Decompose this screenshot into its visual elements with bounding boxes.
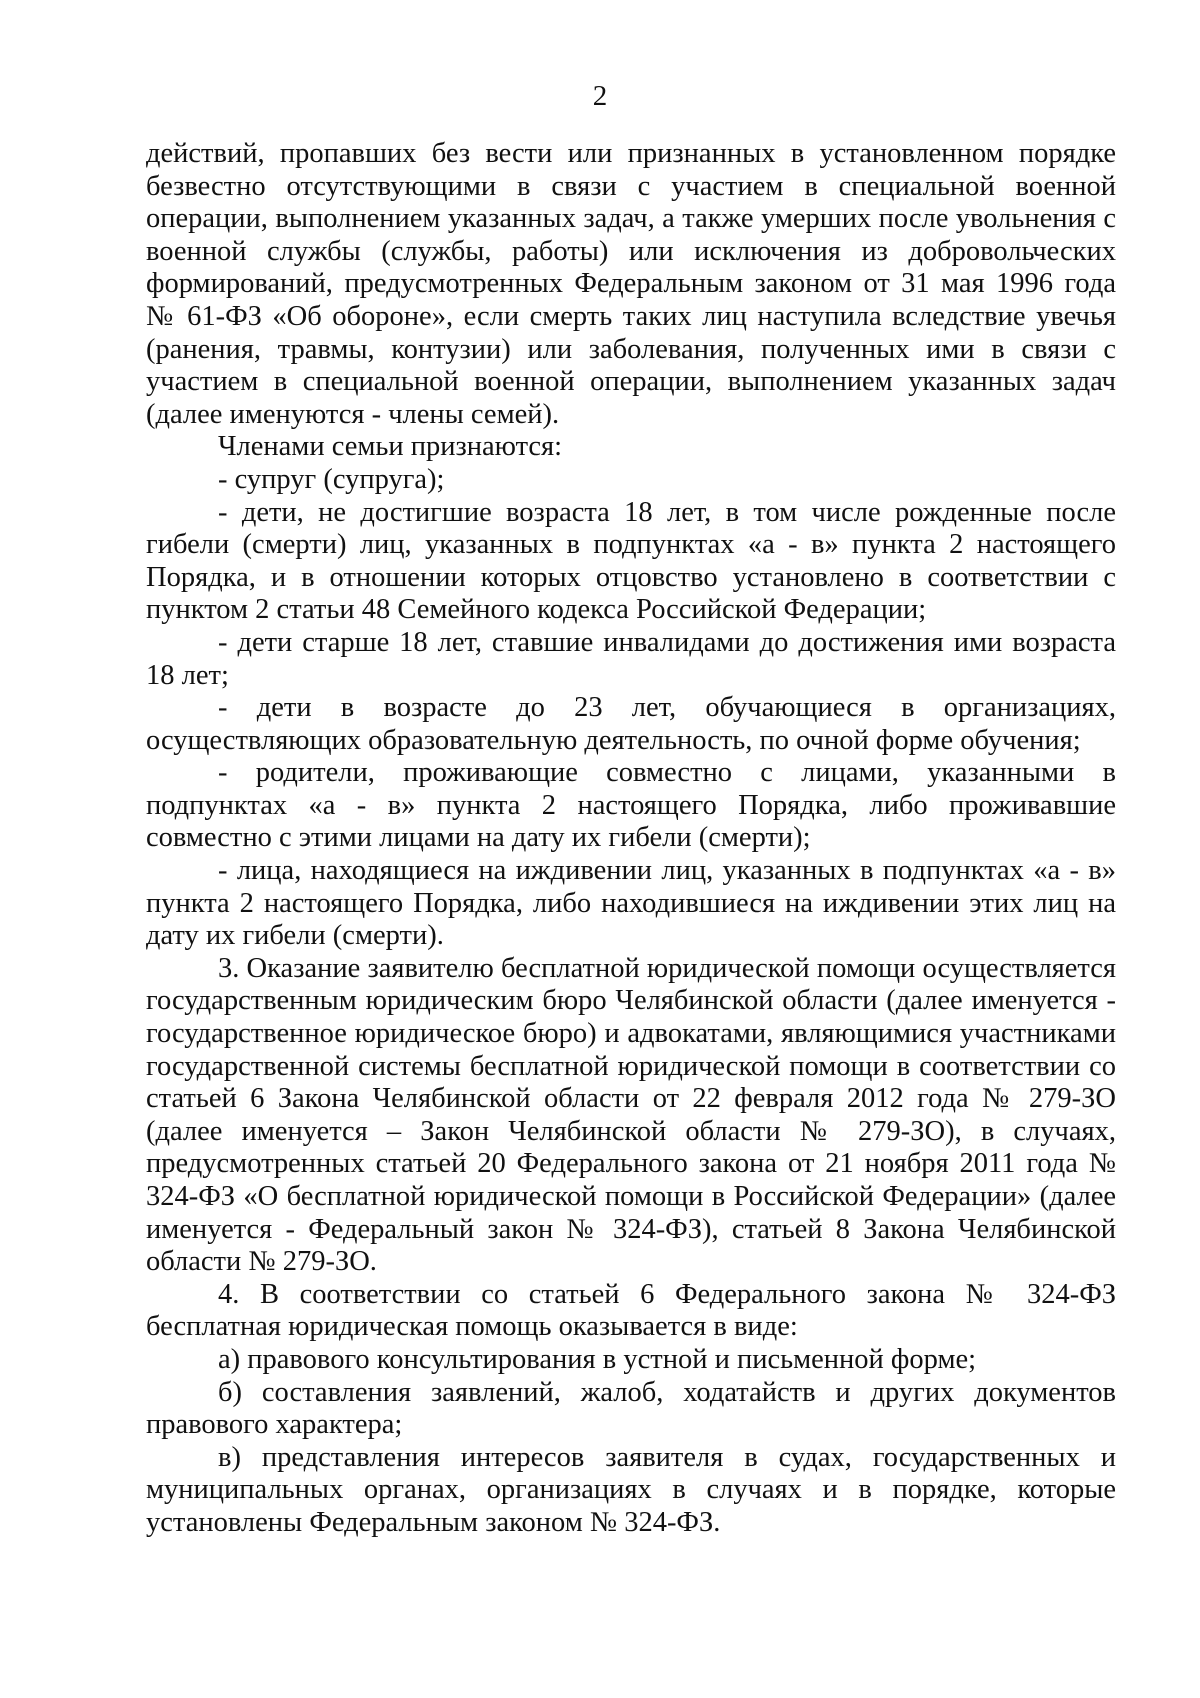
paragraph-family-members-heading: Членами семьи признаются: [218, 431, 563, 463]
list-item-children-under-18: - дети, не достигшие возраста 18 лет, в том числе рожденные после гибели (смерти) лиц, указанных в подпунктах «а - в» пункта 2 настоящего Порядка, и в отношении которых отцовство установлено в соответствии с пунктом 2 статьи 48 Семейного кодекса Российской Федерации; [146, 496, 1116, 626]
document-body [146, 138, 1116, 1540]
paragraph-continuation: действий, пропавших без вести или признанных в установленном порядке безвестно отсутствующими в связи с участием в специальной военной операции, выполнением указанных задач, а также умерших после увольнения с военной службы (службы, работы) или исключения из добровольческих формирований, предусмотренных Федеральным законом от 31 мая 1996 года № 61-ФЗ «Об обороне», если смерть таких лиц наступила вследствие увечья (ранения, травмы, контузии) или заболевания, полученных ими в связи с участием в специальной военной операции, выполнением указанных задач (далее именуются - члены семей). [146, 138, 1116, 430]
list-item-spouse: - супруг (супруга); [218, 463, 445, 495]
list-item-dependents: - лица, находящиеся на иждивении лиц, указанных в подпунктах «а - в» пункта 2 настоящего Порядка, либо находившиеся на иждивении этих лиц на дату их гибели (смерти). [146, 855, 1116, 952]
page-number: 2 [592, 80, 608, 112]
list-item-b: б) составления заявлений, жалоб, ходатайств и других документов правового характера; [146, 1376, 1116, 1441]
paragraph-item-3: 3. Оказание заявителю бесплатной юридической помощи осуществляется государственным юридическим бюро Челябинской области (далее именуется - государственное юридическое бюро) и адвокатами, являющимися участниками государственной системы бесплатной юридической помощи в соответствии со статьей 6 Закона Челябинской области от 22 февраля 2012 года № 279-ЗО (далее именуется – Закон Челябинской области № 279-ЗО), в случаях, предусмотренных статьей 20 Федерального закона от 21 ноября 2011 года № 324-ФЗ «О бесплатной юридической помощи в Российской Федерации» (далее именуется - Федеральный закон № 324-ФЗ), статьей 8 Закона Челябинской области № 279-ЗО. [146, 952, 1116, 1278]
list-item-children-students: - дети в возрасте до 23 лет, обучающиеся в организациях, осуществляющих образовательную деятельность, по очной форме обучения; [146, 692, 1116, 756]
list-item-parents: - родители, проживающие совместно с лицами, указанными в подпунктах «а - в» пункта 2 настоящего Порядка, либо проживавшие совместно с этими лицами на дату их гибели (смерти); [146, 757, 1116, 854]
list-item-v: в) представления интересов заявителя в судах, государственных и муниципальных органах, организациях в случаях и в порядке, которые установлены Федеральным законом № 324-ФЗ. [146, 1441, 1116, 1538]
paragraph-item-4: 4. В соответствии со статьей 6 Федерального закона № 324-ФЗ бесплатная юридическая помощь оказывается в виде: [146, 1278, 1116, 1343]
list-item-a: а) правового консультирования в устной и письменной форме; [218, 1343, 977, 1375]
list-item-children-disabled: - дети старше 18 лет, ставшие инвалидами до достижения ими возраста 18 лет; [146, 626, 1116, 691]
